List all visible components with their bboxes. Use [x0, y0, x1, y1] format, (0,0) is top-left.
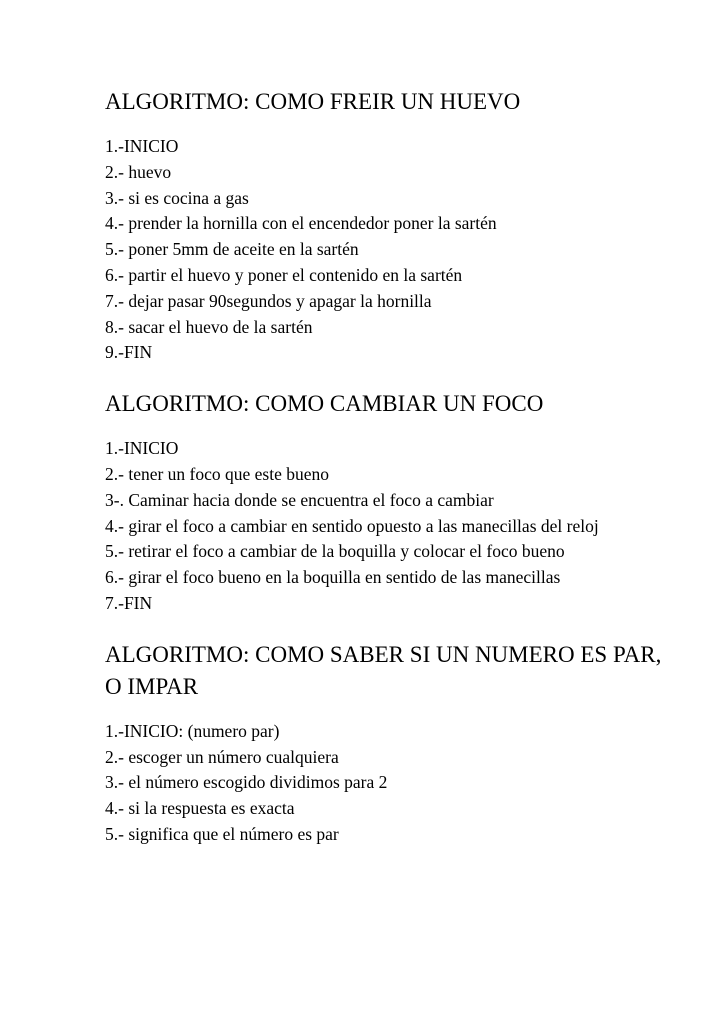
section-title: ALGORITMO: COMO SABER SI UN NUMERO ES PAR, O IMPAR: [105, 641, 662, 699]
step-list: [105, 719, 665, 848]
document-page: [105, 86, 665, 870]
step-item: 4.- si la respuesta es exacta: [105, 798, 295, 819]
step-item: 6.- partir el huevo y poner el contenido en la sartén: [105, 264, 463, 285]
step-item: 8.- sacar el huevo de la sartén: [105, 316, 313, 337]
step-item: 5.- poner 5mm de aceite en la sartén: [105, 239, 359, 260]
step-item: 7.- dejar pasar 90segundos y apagar la hornilla: [105, 290, 432, 311]
step-item: 3.- si es cocina a gas: [105, 187, 249, 208]
step-item: 3-. Caminar hacia donde se encuentra el foco a cambiar: [105, 489, 494, 510]
step-list: [105, 436, 665, 617]
step-item: 1.-INICIO: [105, 438, 179, 459]
step-item: 2.- escoger un número cualquiera: [105, 746, 339, 767]
section-numero-par: [105, 639, 665, 848]
step-item: 3.- el número escogido dividimos para 2: [105, 772, 388, 793]
section-freir-huevo: [105, 86, 665, 366]
step-item: 6.- girar el foco bueno en la boquilla en sentido de las manecillas: [105, 567, 561, 588]
step-item: 1.-INICIO: (numero par): [105, 720, 280, 741]
section-title: ALGORITMO: COMO FREIR UN HUEVO: [105, 89, 521, 114]
step-item: 7.-FIN: [105, 592, 153, 613]
step-item: 5.- significa que el número es par: [105, 823, 339, 844]
section-title: ALGORITMO: COMO CAMBIAR UN FOCO: [105, 391, 544, 417]
step-list: [105, 134, 665, 366]
step-item: 2.- huevo: [105, 161, 172, 182]
step-item: 4.- girar el foco a cambiar en sentido opuesto a las manecillas del reloj: [105, 515, 599, 536]
step-item: 4.- prender la hornilla con el encendedor poner la sartén: [105, 213, 497, 234]
step-item: 1.-INICIO: [105, 136, 179, 156]
section-cambiar-foco: [105, 388, 665, 617]
step-item: 5.- retirar el foco a cambiar de la boquilla y colocar el foco bueno: [105, 541, 565, 562]
step-item: 9.-FIN: [105, 342, 153, 363]
step-item: 2.- tener un foco que este bueno: [105, 463, 330, 484]
